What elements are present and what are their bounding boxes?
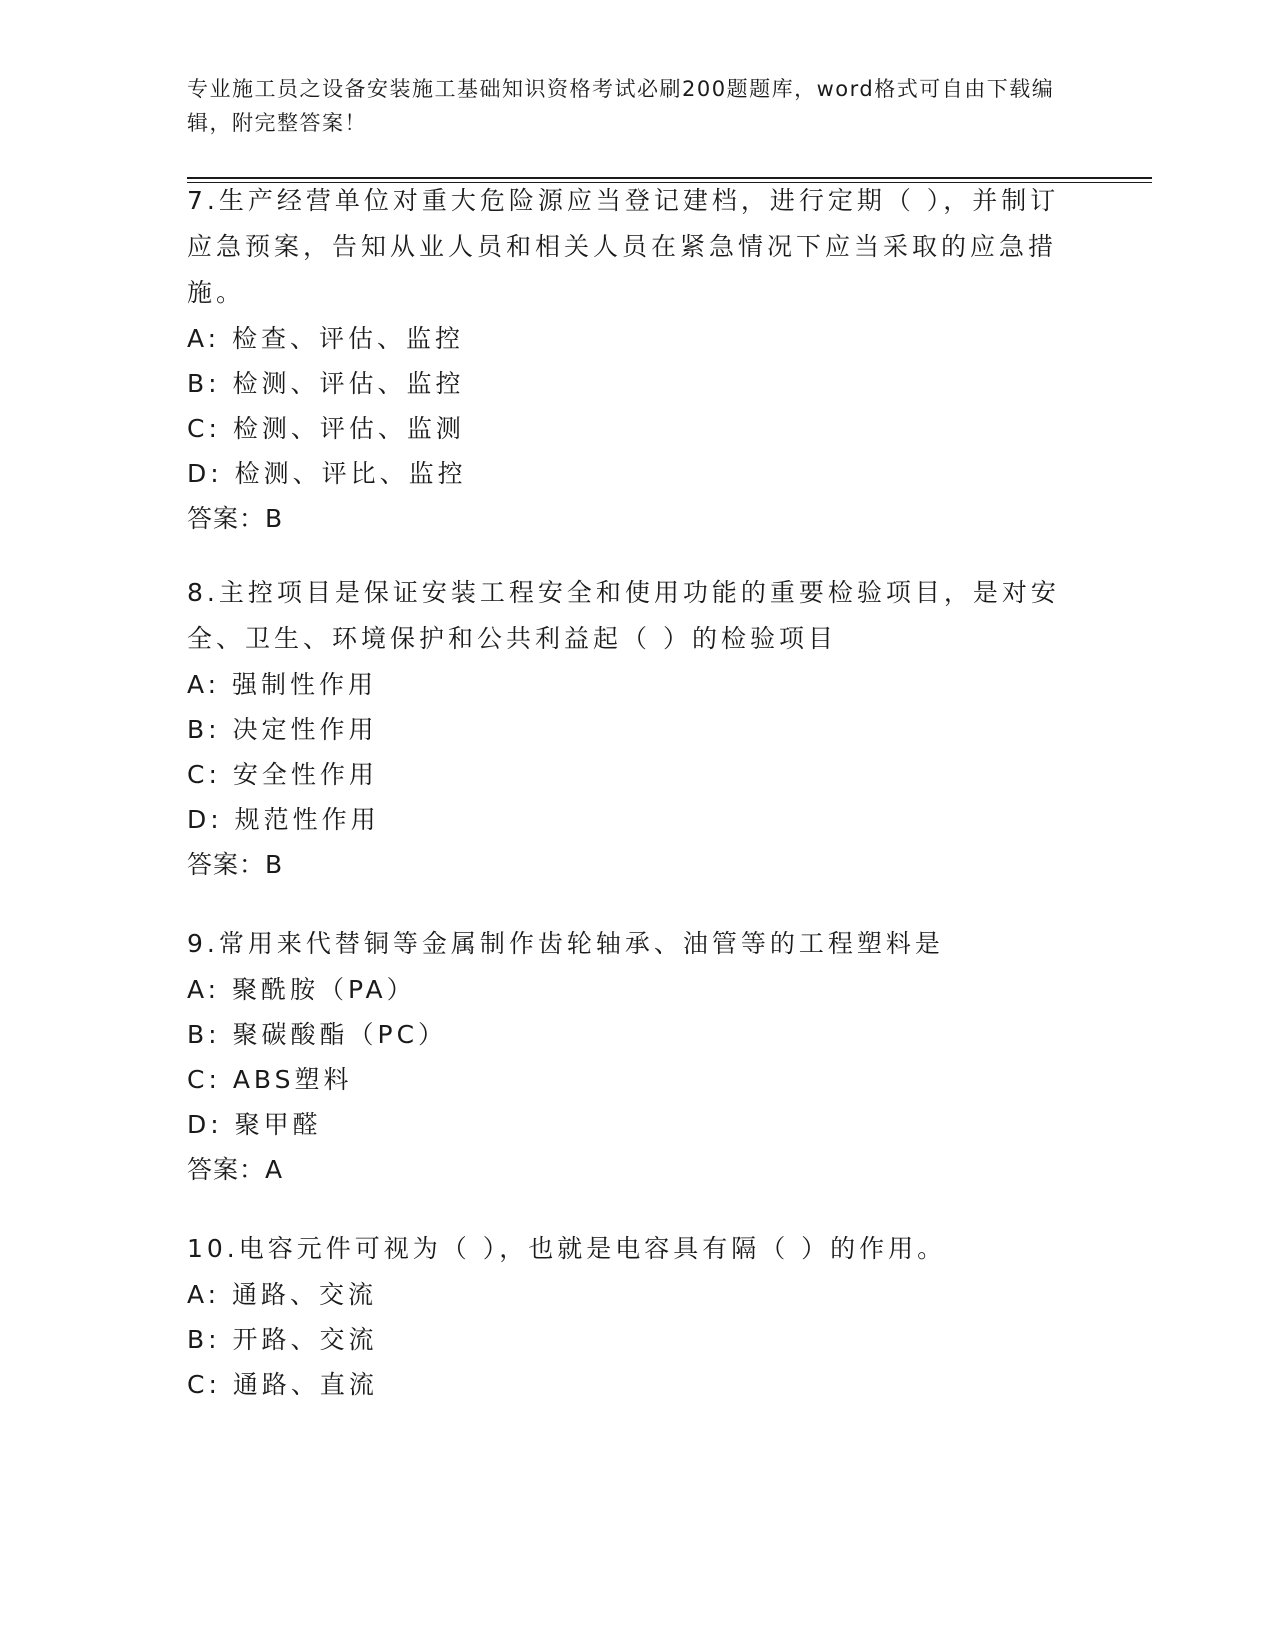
option-a: A: 聚酰胺（PA） xyxy=(187,975,416,1004)
option-c: C: 安全性作用 xyxy=(187,760,378,789)
option-a: A: 强制性作用 xyxy=(187,670,378,699)
option-d: D: 检测、评比、监控 xyxy=(187,459,467,488)
option-a: A: 通路、交流 xyxy=(187,1280,378,1309)
option-d: D: 聚甲醛 xyxy=(187,1110,322,1139)
option-b: B: 检测、评估、监控 xyxy=(187,369,465,398)
option-a: A: 检查、评估、监控 xyxy=(187,324,465,353)
option-c: C: 通路、直流 xyxy=(187,1370,378,1399)
option-b: B: 聚碳酸酯（PC） xyxy=(187,1020,448,1049)
question-text: 7.生产经营单位对重大危险源应当登记建档，进行定期（ ），并制订应急预案，告知从业人员和相关人员在紧急情况下应当采取的应急措施。 xyxy=(187,186,1060,307)
option-c: C: ABS塑料 xyxy=(187,1065,353,1094)
question-text: 8.主控项目是保证安装工程安全和使用功能的重要检验项目，是对安全、卫生、环境保护和公共利益起（ ）的检验项目 xyxy=(187,578,1060,653)
option-b: B: 决定性作用 xyxy=(187,715,378,744)
question-10 xyxy=(187,1226,1067,1407)
option-c: C: 检测、评估、监测 xyxy=(187,414,465,443)
option-d: D: 规范性作用 xyxy=(187,805,380,834)
question-7 xyxy=(187,178,1067,542)
question-8 xyxy=(187,570,1067,888)
document-header: 专业施工员之设备安装施工基础知识资格考试必刷200题题库，word格式可自由下载编辑，附完整答案！ xyxy=(187,77,1055,135)
answer: 答案：A xyxy=(187,1155,284,1184)
option-b: B: 开路、交流 xyxy=(187,1325,378,1354)
question-text: 9.常用来代替铜等金属制作齿轮轴承、油管等的工程塑料是 xyxy=(187,929,944,958)
question-text: 10.电容元件可视为（ ），也就是电容具有隔（ ）的作用。 xyxy=(187,1234,947,1263)
question-9 xyxy=(187,921,1067,1193)
answer: 答案：B xyxy=(187,850,284,879)
answer: 答案：B xyxy=(187,504,284,533)
